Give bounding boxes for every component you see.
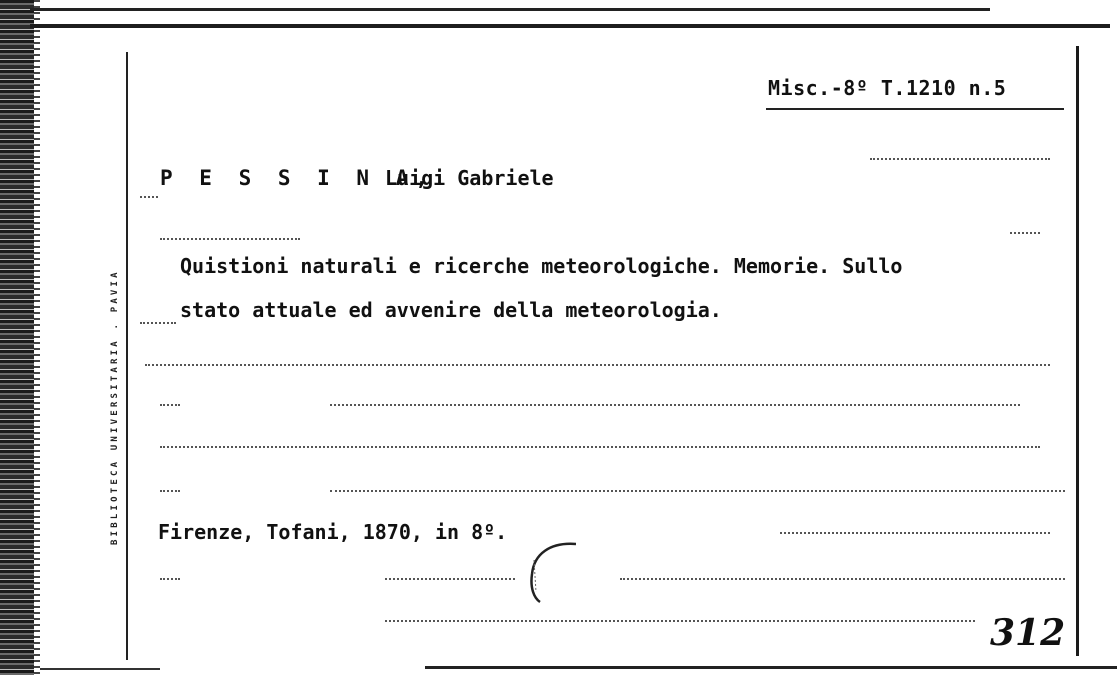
guide-line [780, 532, 1050, 534]
guide-line [160, 404, 180, 406]
guide-line [160, 446, 1040, 448]
card-top-rule [30, 8, 990, 11]
shelfmark: Misc.-8º T.1210 n.5 [768, 76, 1007, 100]
guide-line [620, 578, 1065, 580]
guide-line [1010, 232, 1040, 234]
shelfmark-underline [766, 108, 1064, 110]
author-surname: P E S S I N A, [160, 166, 436, 190]
guide-line [160, 578, 180, 580]
guide-line [160, 490, 180, 492]
ink-stamp-mark [520, 540, 576, 604]
call-number: 312 [990, 612, 1066, 654]
guide-line [330, 490, 1065, 492]
card-right-margin-line [1076, 46, 1079, 656]
title-line-1: Quistioni naturali e ricerche meteorologiche. Memorie. Sullo [180, 254, 903, 278]
imprint: Firenze, Tofani, 1870, in 8º. [158, 520, 508, 544]
guide-line [140, 322, 176, 324]
guide-line [145, 364, 1050, 366]
guide-line [140, 196, 158, 198]
guide-line [330, 404, 1020, 406]
guide-line [385, 578, 515, 580]
guide-line [870, 158, 1050, 160]
guide-line [160, 238, 300, 240]
card-bottom-border [425, 666, 1117, 669]
author-given-names: Luigi Gabriele [385, 166, 554, 190]
scan-binding-edge [0, 0, 34, 675]
card-left-margin-line [126, 52, 128, 660]
title-line-2: stato attuale ed avvenire della meteorologia. [180, 298, 722, 322]
card-bottom-rule-left [40, 668, 160, 670]
card-top-border [30, 24, 1110, 28]
guide-line [385, 620, 975, 622]
library-stamp: BIBLIOTECA UNIVERSITARIA . PAVIA [110, 269, 120, 545]
